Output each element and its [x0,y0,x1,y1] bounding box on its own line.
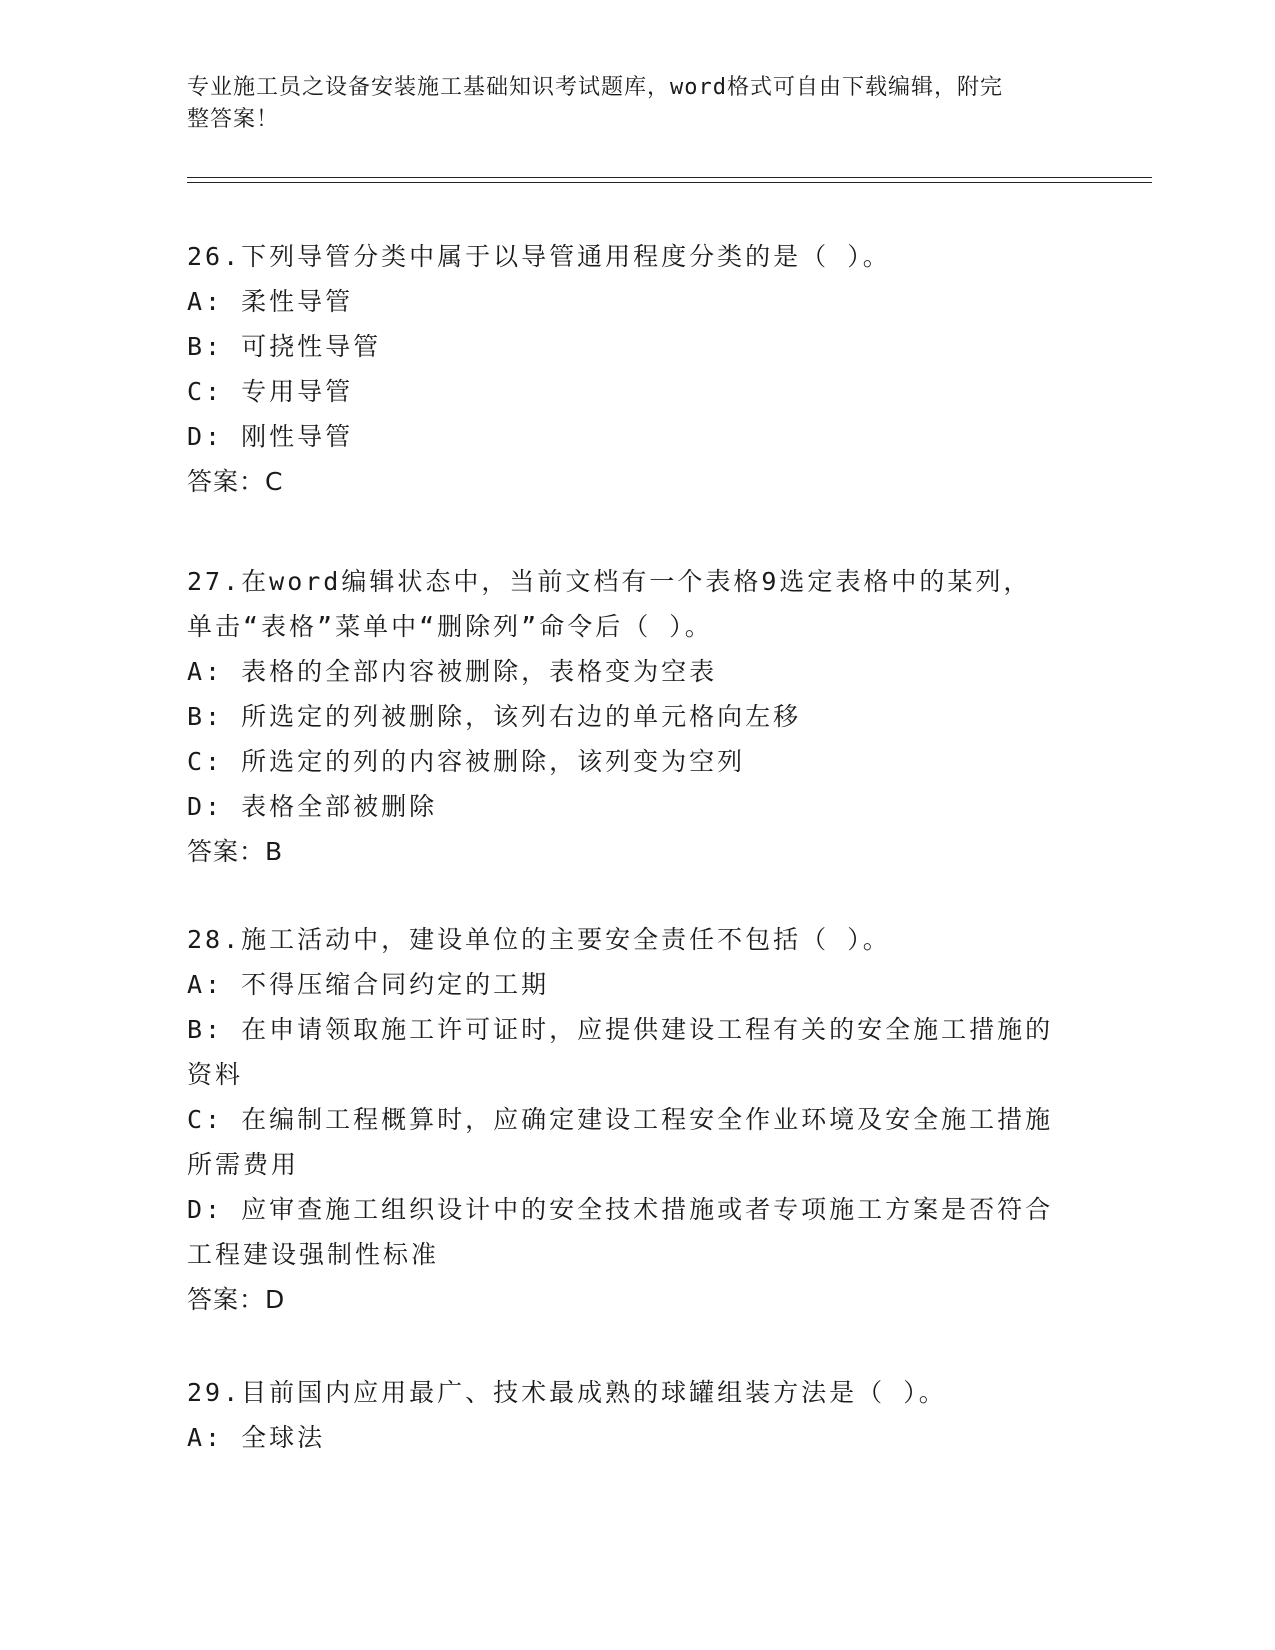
question-26 [187,234,1087,504]
option-d-continued: 工程建设强制性标准 [187,1240,440,1269]
option-b-continued: 资料 [187,1060,244,1089]
option-c-continued: 所需费用 [187,1150,300,1179]
question-29 [187,1370,1087,1460]
option-d: D: 刚性导管 [187,422,354,451]
option-a: A: 表格的全部内容被删除，表格变为空表 [187,657,718,686]
header-line-1: 专业施工员之设备安装施工基础知识考试题库，word格式可自由下载编辑，附完 [187,75,1003,100]
option-d: D: 应审查施工组织设计中的安全技术措施或者专项施工方案是否符合 [187,1195,1054,1224]
option-a: A: 不得压缩合同约定的工期 [187,970,550,999]
option-d: D: 表格全部被删除 [187,792,438,821]
question-stem: 29.目前国内应用最广、技术最成熟的球罐组装方法是（ ）。 [187,1378,947,1407]
option-c: C: 所选定的列的内容被删除，该列变为空列 [187,747,746,776]
option-a: A: 全球法 [187,1423,326,1452]
question-stem: 26.下列导管分类中属于以导管通用程度分类的是（ ）。 [187,242,891,271]
question-stem: 27.在word编辑状态中，当前文档有一个表格9选定表格中的某列， [187,567,1032,596]
question-stem-continued: 单击“表格”菜单中“删除列”命令后（ ）。 [187,612,713,641]
answer: 答案：D [187,1285,286,1314]
answer: 答案：B [187,837,284,866]
option-c: C: 专用导管 [187,377,354,406]
option-b: B: 在申请领取施工许可证时，应提供建设工程有关的安全施工措施的 [187,1015,1054,1044]
option-b: B: 所选定的列被删除，该列右边的单元格向左移 [187,702,802,731]
option-b: B: 可挠性导管 [187,332,382,361]
option-c: C: 在编制工程概算时，应确定建设工程安全作业环境及安全施工措施 [187,1105,1054,1134]
question-27 [187,559,1087,874]
document-header [187,72,1067,136]
answer: 答案：C [187,467,284,496]
question-28 [187,917,1087,1322]
header-divider-bottom [187,182,1152,183]
option-a: A: 柔性导管 [187,287,354,316]
question-stem: 28.施工活动中，建设单位的主要安全责任不包括（ ）。 [187,925,891,954]
header-line-2: 整答案！ [187,107,280,132]
header-divider-top [187,177,1152,178]
